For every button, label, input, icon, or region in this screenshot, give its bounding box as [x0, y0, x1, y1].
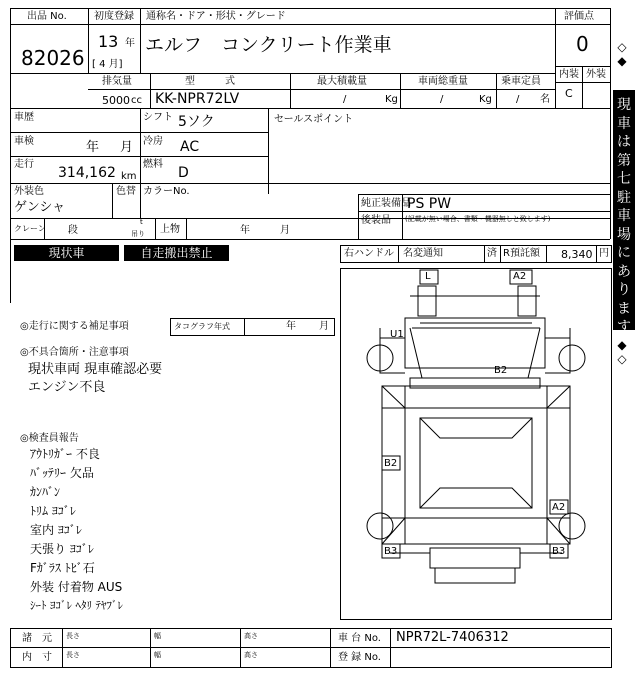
upper-label: 上物: [160, 224, 180, 235]
mark-B2-cab: B2: [494, 365, 508, 376]
current-status-bar: [14, 245, 119, 261]
inspection-label: 車検: [14, 136, 34, 147]
inner-length-label: 長さ: [66, 651, 80, 659]
model-label: 型 式: [185, 76, 235, 87]
gross-label: 車両総重量: [418, 76, 468, 87]
max-load-label: 最大積載量: [317, 76, 367, 87]
lot-label: 出品 No.: [27, 11, 67, 22]
inspector-item: 外装 付着物 AUS: [30, 580, 123, 594]
displacement-value: 5000: [102, 94, 130, 107]
mark-B2-left: B2: [384, 458, 398, 469]
fuel-value: D: [178, 165, 189, 181]
chassis-label: 車 台 No.: [338, 633, 381, 644]
sales-point-label: セールスポイント: [274, 114, 354, 125]
ext-color-value: ゲンシャ: [14, 200, 66, 215]
defect-item: エンジン不良: [28, 380, 106, 395]
upper-month-unit: 月: [280, 225, 290, 236]
dims-label: 諸 元: [22, 633, 52, 644]
max-load-unit: Kg: [385, 94, 398, 105]
interior-label: 内装: [559, 69, 579, 80]
no-self-drive-text: 自走搬出禁止: [140, 246, 213, 260]
inspector-item: ﾊﾞｯﾃﾘｰ 欠品: [30, 466, 94, 480]
inspection-month-unit: 月: [120, 140, 134, 155]
score-label: 評価点: [564, 11, 594, 22]
handle-value: 右ハンドル: [344, 248, 394, 259]
ext-color-label: 外装色: [14, 186, 44, 197]
capacity-unit: 名: [540, 94, 550, 105]
footer-table: [10, 628, 612, 668]
color-code-label: カラーNo.: [143, 186, 190, 197]
history-label: 車歴: [14, 112, 34, 123]
tachograph-label: タコグラフ年式: [174, 322, 230, 331]
vehicle-diagram: [340, 268, 612, 620]
inner-width-label: 幅: [154, 651, 161, 659]
fuel-label: 燃料: [143, 159, 163, 170]
interior-score: C: [565, 87, 573, 100]
current-status-text: 現状車: [48, 246, 85, 260]
defects-label: ◎不具合箇所・注意事項: [20, 347, 129, 358]
reg-month: [ 4 月]: [92, 59, 123, 70]
retrofit-note: (記載が無い場合、書類・機器無しと致します): [405, 215, 551, 223]
tachograph-month-unit: 月: [319, 321, 329, 332]
r-deposit-amount: 8,340: [561, 248, 593, 261]
exterior-label: 外装: [586, 69, 606, 80]
sidebar-top-marks: ◇◆: [615, 40, 629, 68]
inspection-year-unit: 年: [86, 140, 100, 155]
gross-value: /: [440, 94, 444, 105]
chassis-number: NPR72L-7406312: [396, 630, 509, 645]
reg-year: 13: [98, 32, 119, 51]
sidebar-bottom-marks: ◆◇: [615, 338, 629, 366]
mark-B3-left: B3: [384, 546, 398, 557]
ac-value: AC: [180, 139, 200, 155]
name-label: 通称名・ドア・形状・グレード: [146, 11, 286, 22]
mileage-unit: km: [121, 171, 137, 182]
upper-year-unit: 年: [240, 225, 250, 236]
crane-ton: t: [140, 218, 143, 226]
mark-A2-top: A2: [513, 271, 527, 282]
score-value: 0: [576, 32, 589, 56]
color-change-label: 色替: [116, 186, 136, 197]
mark-A2-right: A2: [552, 502, 566, 513]
model-value: KK-NPR72LV: [155, 91, 240, 107]
tachograph-year-unit: 年: [286, 321, 296, 332]
no-self-drive-bar: [124, 245, 229, 261]
inspector-item: ｱｳﾄﾘｶﾞｰ 不良: [30, 447, 100, 461]
defect-item: 現状車両 現車確認必要: [28, 362, 163, 377]
inspector-label: ◎検査員報告: [20, 433, 79, 444]
inspector-item: Fｶﾞﾗｽ ﾄﾋﾞ石: [30, 561, 95, 575]
sidebar-notice: [613, 90, 635, 335]
displacement-label: 排気量: [102, 76, 132, 87]
capacity-value: /: [516, 94, 520, 105]
inspector-item: ﾄﾘﾑ ﾖｺﾞﾚ: [30, 504, 76, 518]
mark-L: L: [425, 271, 431, 282]
name-change-label: 名変通知: [403, 248, 443, 259]
lot-number: 82026: [21, 46, 85, 70]
mileage-value: 314,162: [58, 165, 116, 181]
vehicle-name: エルフ コンクリート作業車: [145, 34, 392, 56]
shift-value: 5ソク: [178, 114, 215, 130]
inspector-item: ｼｰﾄ ﾖｺﾞﾚ ﾍﾀﾘ ﾃﾔﾌﾞﾚ: [30, 599, 123, 612]
inspector-item: 天張り ﾖｺﾞﾚ: [30, 542, 94, 556]
mark-B3-right: B3: [552, 546, 566, 557]
retrofit-label: 後装品: [361, 215, 391, 226]
width-label: 幅: [154, 632, 161, 640]
inspector-item: 室内 ﾖｺﾞﾚ: [30, 523, 82, 537]
ac-label: 冷房: [143, 136, 163, 147]
crane-label: クレーン: [14, 224, 46, 233]
sidebar-notice-text: 現 車 は 第 七 駐 車 場 に あ り ま す: [617, 97, 631, 335]
equip-label: 純正装備品: [361, 198, 411, 209]
max-load-value: /: [343, 94, 347, 105]
crane-stage: 段: [68, 225, 78, 236]
first-reg-label: 初度登録: [94, 11, 134, 22]
mileage-label: 走行: [14, 159, 34, 170]
capacity-label: 乗車定員: [501, 76, 541, 87]
mark-U1: U1: [390, 329, 404, 340]
inner-dims-label: 内 寸: [22, 652, 52, 663]
inner-height-label: 高さ: [244, 651, 258, 659]
registration-label: 登 録 No.: [338, 652, 381, 663]
r-deposit-label: R預託額: [503, 248, 540, 259]
reg-year-unit: 年: [125, 38, 135, 49]
recall-label: 済: [487, 248, 497, 259]
inspector-item: ｶﾝﾊﾞﾝ: [30, 485, 61, 499]
gross-unit: Kg: [479, 94, 492, 105]
equip-value: PS PW: [407, 196, 452, 212]
r-deposit-unit: 円: [599, 248, 609, 259]
displacement-unit: cc: [131, 95, 142, 106]
driving-notes-label: ◎走行に関する補足事項: [20, 321, 129, 332]
shift-label: シフト: [143, 112, 173, 123]
length-label: 長さ: [66, 632, 80, 640]
height-label: 高さ: [244, 632, 258, 640]
crane-hanging: 吊り: [131, 230, 145, 238]
